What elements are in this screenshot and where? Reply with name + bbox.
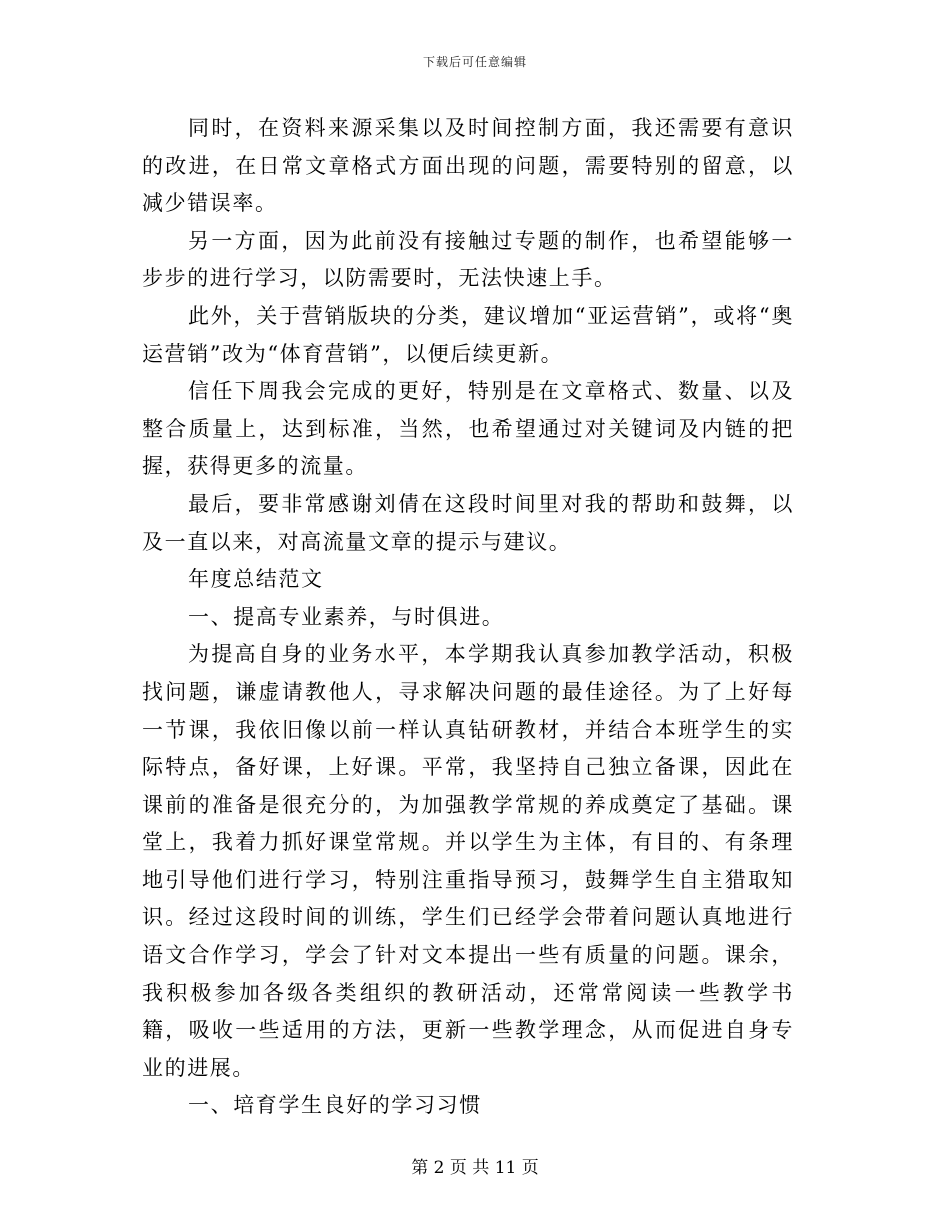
document-body (142, 110, 794, 1125)
heading-professional-quality: 一、提高专业素养，与时俱进。 (188, 604, 505, 629)
page-header: 下载后可任意编辑 (422, 55, 527, 69)
paragraph-resource-collection: 同时，在资料来源采集以及时间控制方面，我还需要有意识的改进，在日常文章格式方面出现的问题，需要特别的留意，以减少错误率。 (142, 116, 794, 216)
paragraph-thanks: 最后，要非常感谢刘倩在这段时间里对我的帮助和鼓舞，以及一直以来，对高流量文章的提示与建议。 (142, 491, 794, 554)
paragraph-marketing-section: 此外，关于营销版块的分类，建议增加“亚运营销”，或将“奥运营销”改为“体育营销”，以便后续更新。 (142, 303, 794, 366)
page-number-footer: 第 2 页 共 11 页 (411, 1158, 539, 1178)
heading-study-habits: 一、培育学生良好的学习习惯 (188, 1093, 482, 1118)
section-title-annual-summary: 年度总结范文 (188, 567, 324, 592)
paragraph-topic-production: 另一方面，因为此前没有接触过专题的制作，也希望能够一步步的进行学习，以防需要时，无法快速上手。 (142, 228, 794, 291)
paragraph-next-week-goals: 信任下周我会完成的更好，特别是在文章格式、数量、以及整合质量上，达到标准，当然，也希望通过对关键词及内链的把握，获得更多的流量。 (142, 379, 794, 479)
paragraph-teaching-activities: 为提高自身的业务水平，本学期我认真参加教学活动，积极找问题，谦虚请教他人，寻求解决问题的最佳途径。为了上好每一节课，我依旧像以前一样认真钻研教材，并结合本班学生的实际特点，备好课，上好课。平常，我坚持自己独立备课，因此在课前的准备是很充分的，为加强教学常规的养成奠定了基础。课堂上，我着力抓好课堂常规。并以学生为主体，有目的、有条理地引导他们进行学习，特别注重指导预习，鼓舞学生自主猎取知识。经过这段时间的训练，学生们已经学会带着问题认真地进行语文合作学习，学会了针对文本提出一些有质量的问题。课余，我积极参加各级各类组织的教研活动，还常常阅读一些教学书籍，吸收一些适用的方法，更新一些教学理念，从而促进自身专业的进展。 (142, 642, 794, 1080)
